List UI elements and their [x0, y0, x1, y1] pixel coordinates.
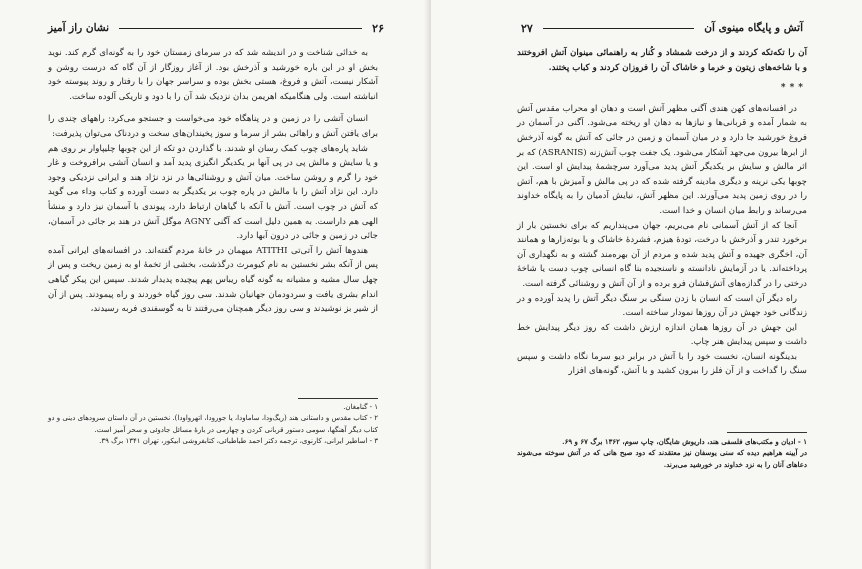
right-page-header	[521, 20, 803, 36]
paragraph: آنجا که از آتش آسمانی نام می‌بریم، جهان می‌پنداریم که برای نخستین بار از برخورد تندر و آذرخش با درخت، تودهٔ هیزم، فشردهٔ خاشاک و یا بوته‌زارها و همانند آن، اخگری جهیده و آتش پدید شده و مردم از آن بهره‌مند گشته و به نگهداری آن پرداخته‌اند. یا در آزمایش نادانسته و ناسنجیده بنا گاه انسانی چوب دست یا شاخهٔ درختی را در گدازه‌های آتش‌فشان فرو برده و از آن آتش و روشنائی گرفته است.	[517, 220, 807, 289]
intro-paragraph: آن را تکه‌تکه کردند و از درخت شمشاد و کُنار به راهنمائی مینوان آتش افروختند و با شاخه‌های زیتون و خرما و خاشاک آن را فروزان کردند و کباب پختند.	[517, 48, 807, 73]
paragraph: انسان آتشی را در زمین و در پناهگاه خود می‌خواست و جستجو می‌کرد: راههای چندی را برای یافتن آتش و راهائی بشر از سرما و سوز پخیندان‌های سخت و دردناک می‌توان پذیرفت:	[48, 114, 378, 139]
footnote: ۳ - اساطیر ایرانی، کارنوی، ترجمه دکتر احمد طباطبائی، کتابفروشی ابیکور، تهران ۱۳۴۱ برگ ۳۹.	[99, 437, 378, 446]
left-running-title: نشان راز آمیز	[48, 22, 110, 34]
section-break-stars: ***	[780, 83, 807, 94]
footnote: ۲ - کتاب مقدس و داستانی هند (ریگ‌ودا، ساماودا، یا جورودا، اتهرواودا). نخستین در آن داستان سرودهای دینی و دو کتاب دیگر آهنگها، سومی دستور قربانی کردن و چهارمی در بارهٔ مسائل جادوئی و سحر آمیز است.	[48, 414, 378, 434]
right-page-number: ۲۷	[521, 21, 533, 35]
footnote: ۱ - ادیان و مکتب‌های فلسفی هند، داریوش شایگان، چاپ سوم، ۱۳۶۲ برگ ۶۷ و ۶۹.	[562, 437, 807, 446]
paragraph: این جهش در آن روزها همان اندازه ارزش داشت که روز دیگر پیدایش خط داشت و سپس پیدایش هنر چاپ.	[517, 322, 807, 348]
left-page-header	[48, 20, 384, 36]
paragraph: شاید پاره‌های چوب کمک رسان او شدند. با گذاردن دو تکه از این چوبها چلیپاوار بر روی هم و یا سایش و مالش پی در پی آنها بر یکدیگر انگیزی پدید آمد و انسان آتشی برافروخت و غار خود را گرم و روشن ساخت. میان آتش و روشنائی‌ها در نزد نژاد هند و ایرانی نزدیکی وجود دارد. این نژاد آتش را با مالش در پاره چوب بر یکدیگر به دست آورده و کتاب وداء مى گويد كه آتش در چوب است. آتش با آنکه با گیاهان ارتباط دارد، پیوندی با آسمان نیز دارد و منشأ الهی هم داراست. به همین دلیل است که آگنی AGNY موگل آتش در هند بر جائی در آسمان، جائی در زمین و جائی در درون آبها دارد.	[48, 143, 379, 242]
right-running-title: آتش و پایگاه مینوی آن	[704, 22, 803, 34]
right-page	[431, 0, 862, 569]
left-footnotes	[48, 402, 378, 448]
paragraph: به خدائی شناخت و در اندیشه شد که در سرمای زمستان خود را به گونه‌ای گرم کند. نوید بخش او در این باره خورشید و آذرخش بود. از آغاز روزگار از آن گاه که درست روشن و آشکار نیست، آتش و فروغ، هستی بخش بوده و سراسر جهان را با رفتار و روند پیوسته خود انباشته است. ولی هنگامیکه اهریمن بدان نزدیک شد آن را با دود و تاریکی آلوده ساخت.	[48, 48, 378, 102]
left-page-number: ۲۶	[372, 21, 384, 35]
footnote-rule	[298, 398, 378, 399]
right-page-body	[517, 46, 807, 379]
paragraph: در افسانه‌های کهن هندی آگنی مظهر آتش است و دهان او محراب مقدس آتش به شمار آمده و قربانی‌ها و نیازها به دهان او ریخته می‌شود. آگنی در آسمان در فروغ خورشید جا دارد و در میان آسمان و زمین در جائی که آتش به گونه آذرخش از ابرها بیرون می‌جهد آشکار می‌شود. یک جفت چوب آتش‌زنه (ASRANIS) که بر اثر مالش و سایش بر یکدیگر آتش پدید می‌آورد سرچشمهٔ پیدایش او است. این چوبها یکی نرینه و دیگری مادینه گرفته شده که در پی مالش و آمیزش با هم، آتش را در روی زمین پدید می‌آورند. این مظهر آتش، نیایش آدمیان را به پایگاه خداوند می‌رساند و رابط میان انسان و خدا است.	[517, 103, 808, 216]
header-rule	[543, 28, 694, 29]
paragraph: بدینگونه انسان، نخست خود را با آتش در برابر دیو سرما نگاه داشت و سپس سنگ را گداخت و از آن فلز را بیرون کشید و با آتش، گونه‌های افزار	[517, 351, 807, 377]
header-rule	[119, 28, 362, 29]
footnote: در آیینه هراهیم دیده که سنی یوسفان نیز معتقدند که دود صبح هانی که در آتش سوخته می‌شوند دعاهای آنان را به نزد خداوند در خورشید می‌برند.	[517, 448, 807, 469]
left-page-body	[48, 46, 378, 317]
paragraph: راه دیگر آن است که انسان با زدن سنگی بر سنگ دیگر آتش را پدید آورده و در زندگانی خود جهش در آن روزها نمودار ساخته است.	[517, 293, 807, 319]
footnote: ۱ - گنامغان.	[343, 403, 378, 411]
right-footnotes	[517, 436, 807, 470]
paragraph: هندوها آتش را آتی‌تی ATITHI میهمان در خانهٔ مردم گفته‌اند. در افسانه‌های ایرانی آمده پس از آنکه بشر نخستین به نام کیومرث درگذشت، بخشی از تخمهٔ او به زمین ریخت و پس از چهل سال مشیه و مشیانه به گونه گیاه ریباس پهم پیچیده پدیدار شدند. سپس این پیکر گیاهی اندام بشری یافت و سردودمان جهانیان شدند. سی روز گیاه خوردند و راه پیمودند. پس از آن از شیر بز نوشیدند و سی روز دیگر همچنان می‌رفتند تا به گوسفندی فربه رسیدند،	[48, 245, 378, 315]
footnote-rule	[727, 432, 807, 433]
